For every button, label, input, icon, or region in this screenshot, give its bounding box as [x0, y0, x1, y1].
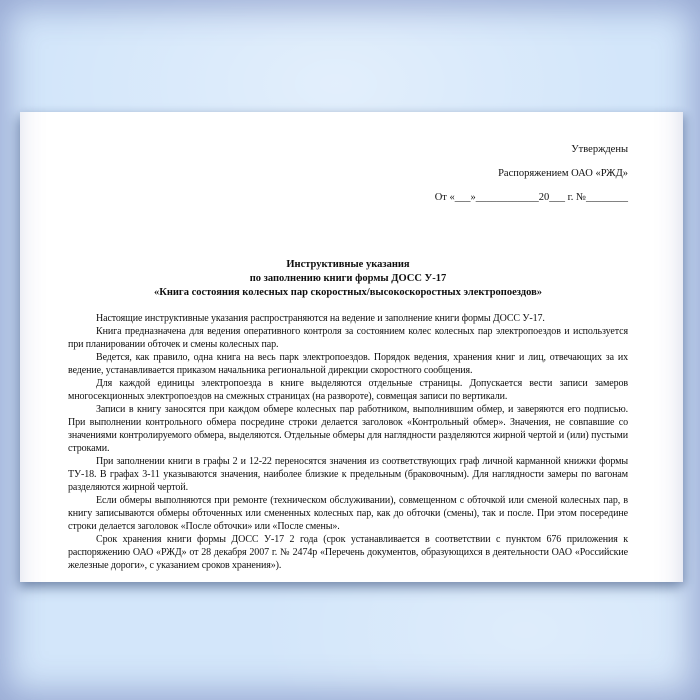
approval-block	[68, 138, 628, 210]
paragraph: Срок хранения книги формы ДОСС У-17 2 года (срок устанавливается в соответствии с пунктом 676 приложения к распоряжению ОАО «РЖД» от 28 декабря 2007 г. № 2474р «Перечень документов, образующихся в деятельности ОАО «Российские железные дороги», с указанием сроков хранения»).	[68, 534, 628, 571]
paragraph: При заполнении книги в графы 2 и 12-22 переносятся значения из соответствующих граф личной карманной книжки формы ТУ-18. В графах 3-11 указываются значения, наиболее близкие к предельным (браковочным). Для наглядности замеры по вагонам разделяются жирной чертой.	[68, 456, 628, 493]
paragraph: Если обмеры выполняются при ремонте (техническом обслуживании), совмещенном с обточкой или сменой колесных пар, в книгу записываются обмеры обточенных или смененных колесных пар, как до обточки (смены), так и после. При этом посередине строки делается заголовок «После обточки» или «После смены».	[68, 495, 628, 532]
approval-line-order: Распоряжением ОАО «РЖД»	[498, 168, 628, 179]
paragraph: Ведется, как правило, одна книга на весь парк электропоездов. Порядок ведения, хранения книг и лиц, отвечающих за их ведение, устанавливается приказом начальника региональной дирекции скоростного сообщения.	[68, 352, 628, 376]
approval-line-date-number: От «___»____________20___ г. №________	[434, 192, 628, 203]
paragraph: Книга предназначена для ведения оперативного контроля за состоянием колес колесных пар электропоездов и используется при планировании обточек и смены колесных пар.	[68, 326, 628, 350]
paragraph: Записи в книгу заносятся при каждом обмере колесных пар работником, выполнившим обмер, и заверяются его подписью. При выполнении контрольного обмера посредине строки делается заголовок «Контрольный обмер». Значения, не совпавшие со значениями контролируемого обмера, выделяются. Отдельные обмеры для наглядности разделяются жирной чертой и (или) пустыми строками.	[68, 404, 628, 454]
document-page	[20, 112, 683, 582]
title-line-1: Инструктивные указания	[286, 259, 410, 270]
approval-line-approved: Утверждены	[571, 144, 628, 155]
title-line-2: по заполнению книги формы ДОСС У-17	[249, 273, 447, 284]
document-title	[68, 258, 628, 300]
paragraph: Для каждой единицы электропоезда в книге выделяются отдельные страницы. Допускается вести записи замеров многосекционных электропоездов на смежных страницах (на развороте), совмещая записи по вертикали.	[68, 378, 628, 402]
paragraph: Настоящие инструктивные указания распространяются на ведение и заполнение книги формы ДОСС У-17.	[96, 313, 545, 324]
title-line-3: «Книга состояния колесных пар скоростных/высокоскоростных электропоездов»	[153, 287, 543, 298]
document-body	[68, 312, 628, 572]
